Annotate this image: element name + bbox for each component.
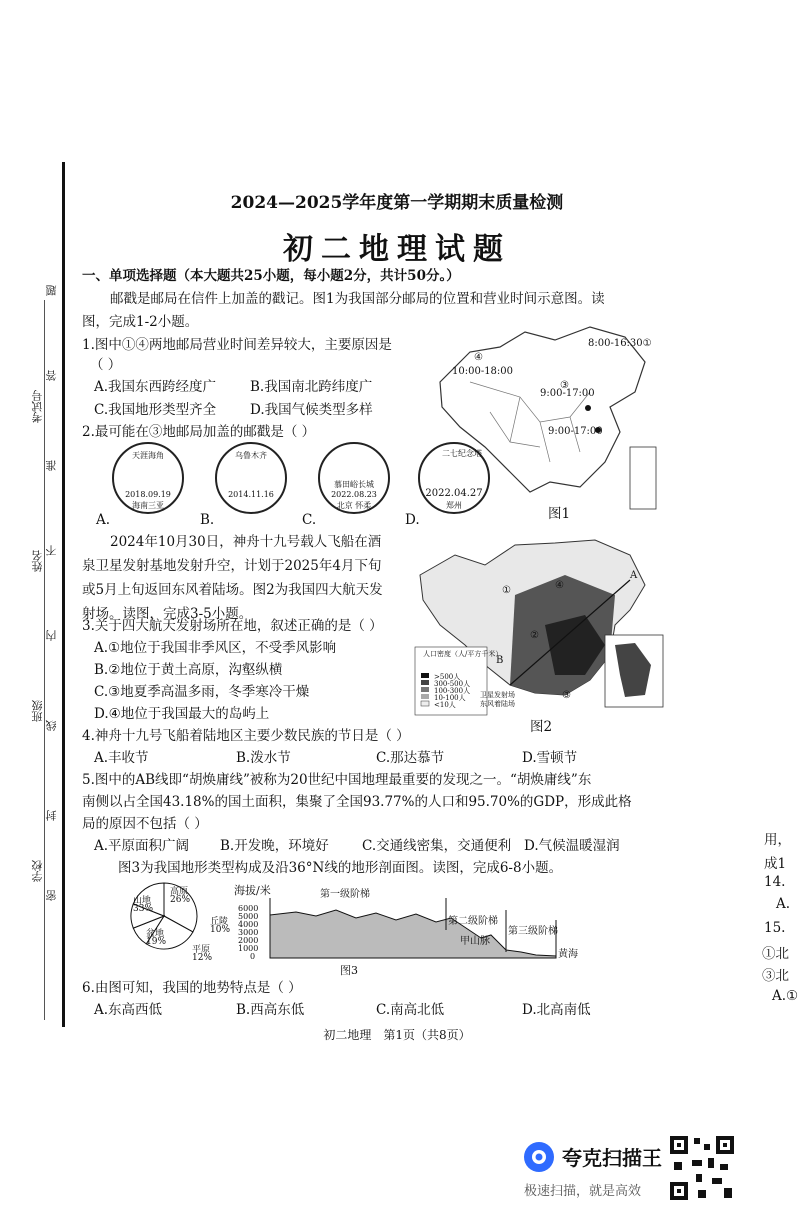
para2-line: 2024年10月30日，神舟十九号载人飞船在酒: [110, 534, 382, 550]
profile-ytick: 2000: [238, 936, 259, 945]
q2-stem: 2.最可能在③地邮局加盖的邮戳是（ ）: [82, 424, 316, 440]
q1-option-b: B.我国南北跨纬度广: [250, 379, 373, 395]
q6-option-c: C.南高北低: [376, 1002, 445, 1018]
q3-option-d: D.④地位于我国最大的岛屿上: [94, 706, 270, 722]
q1-option-d: D.我国气候类型多样: [250, 402, 373, 418]
map2-legend-title: 人口密度（人/平方千米）: [423, 650, 503, 658]
legend-item: >500人: [434, 673, 461, 681]
qr-code-icon: [668, 1134, 736, 1202]
legend-marker: 卫星发射场: [480, 691, 515, 699]
step-2: 第二级阶梯: [448, 916, 498, 927]
fig3-caption: 图3: [340, 964, 358, 977]
stamp-top: 慕田峪长城: [334, 480, 374, 489]
q2-label-c: C.: [302, 512, 317, 528]
para2-line: 或5月上旬返回东风着陆场。图2为我国四大航天发: [82, 582, 383, 598]
section-heading: 一、单项选择题（本大题共25小题，每小题2分，共计50分。）: [82, 268, 460, 284]
para2-line: 射场。读图，完成3-5小题。: [82, 606, 253, 622]
q5-option-a: A.平原面积广阔: [94, 838, 190, 854]
profile-ytick: 0: [250, 952, 256, 961]
stamp-bottom: 北京 怀柔: [336, 501, 372, 510]
pie-label: 山地: [133, 896, 152, 906]
exam-title: 2024—2025学年度第一学期期末质量检测: [230, 193, 564, 213]
scanner-logo-icon: [522, 1140, 556, 1174]
stamp-date: 2018.09.19: [125, 490, 171, 499]
map1-caption: 图1: [548, 506, 571, 522]
q6-option-b: B.西高东低: [236, 1002, 305, 1018]
edge-text: ③北: [762, 968, 789, 984]
q1-paren: （ ）: [90, 357, 122, 373]
edge-text: A.: [776, 896, 791, 912]
seal-char: 不: [45, 545, 58, 556]
q5-option-d: D.气候温暖湿润: [524, 838, 620, 854]
step-3: 第三级阶梯: [508, 926, 558, 937]
q2-label-d: D.: [405, 512, 420, 528]
seal-char: 密: [45, 890, 58, 901]
stamp-bottom: 海南三亚: [132, 501, 164, 510]
map2-point: ②: [530, 630, 539, 641]
edge-text: ①北: [762, 946, 789, 962]
map1-time-a: 9:00-17:00: [540, 388, 595, 399]
next-page-edge: [760, 826, 798, 1016]
map1-point-4: ④: [474, 352, 483, 363]
stamp-top: 乌鲁木齐: [235, 451, 267, 460]
q2-label-b: B.: [200, 512, 215, 528]
q5-option-b: B.开发晚，环境好: [220, 838, 329, 854]
map2-point: B: [496, 655, 504, 666]
answer-line: [44, 300, 46, 1020]
q5-option-c: C.交通线密集，交通便利: [362, 838, 512, 854]
pie-label: 丘陵: [210, 917, 229, 927]
seal-char: 题: [45, 285, 58, 296]
profile-ytick: 1000: [238, 944, 259, 953]
seal-char: 准: [45, 460, 58, 471]
intro-line: 图，完成1-2小题。: [82, 314, 199, 330]
map2-point: ④: [555, 580, 564, 591]
map1-time-1: 8:00-16:30①: [588, 338, 652, 349]
edge-text: 15.: [764, 920, 786, 936]
q6-option-a: A.东高西低: [94, 1002, 163, 1018]
q3-option-b: B.②地位于黄土高原，沟壑纵横: [94, 662, 283, 678]
map1-china: [430, 322, 662, 522]
legend-marker: 东风着陆场: [480, 700, 515, 708]
pie-value: 19%: [146, 937, 167, 947]
q4-option-b: B.泼水节: [236, 750, 291, 766]
q1-option-a: A.我国东西跨经度广: [94, 379, 217, 395]
q4-option-a: A.丰收节: [94, 750, 149, 766]
legend-item: 100-300人: [434, 687, 471, 695]
profile-ytick: 5000: [238, 912, 259, 921]
stamp-date: 2022.08.23: [331, 490, 377, 499]
q6-stem: 6.由图可知，我国的地势特点是（ ）: [82, 980, 302, 996]
name-label: 姓名: [31, 550, 44, 572]
pie-value: 26%: [170, 895, 191, 905]
step-1: 第一级阶梯: [320, 889, 370, 900]
q5-line: 南侧以占全国43.18%的国土面积，集聚了全国93.77%的人口和95.70%的GDP，形成此格: [82, 794, 632, 810]
q6-option-d: D.北高南低: [522, 1002, 591, 1018]
pie-value: 10%: [210, 925, 231, 935]
fig3-intro: 图3为我国地形类型构成及沿36°N线的地形剖面图。读图，完成6-8小题。: [118, 860, 563, 876]
seal-char: 封: [45, 810, 58, 821]
q4-option-c: C.那达慕节: [376, 750, 445, 766]
q2-label-a: A.: [96, 512, 111, 528]
q4-stem: 4.神舟十九号飞船着陆地区主要少数民族的节日是（ ）: [82, 728, 410, 744]
pie-label: 盆地: [146, 929, 165, 939]
map2-point: A: [630, 570, 638, 581]
stamp-b: [215, 442, 287, 514]
scanner-brand: 夸克扫描王: [562, 1146, 662, 1170]
map1-time-b: 9:00-17:00: [548, 426, 603, 437]
profile-ylabel: 海拔/米: [234, 884, 271, 897]
stamp-a: [112, 442, 184, 514]
class-label: 班级: [31, 700, 44, 722]
yellow-sea: 黄海: [558, 949, 578, 960]
stamp-bottom: 郑州: [446, 501, 462, 510]
stamp-top: 二七纪念塔: [442, 449, 482, 458]
q3-option-a: A.①地位于我国非季风区，不受季风影响: [94, 640, 337, 656]
pie-value: 33%: [133, 904, 154, 914]
edge-text: 用，: [764, 832, 791, 848]
stamp-date: 2014.11.16: [228, 490, 274, 499]
exam-number-label: 考试号: [31, 390, 44, 423]
q5-line: 局的原因不包括（ ）: [82, 816, 208, 832]
profile-ytick: 3000: [238, 928, 259, 937]
map1-point-3: ③: [560, 380, 569, 391]
school-label: 学校: [31, 860, 44, 882]
seal-char: 线: [45, 720, 58, 731]
map2-caption: 图2: [530, 719, 553, 735]
pie-label: 高原: [170, 887, 189, 897]
subject-title: 初二地理试题: [283, 232, 511, 267]
legend-item: <10人: [434, 701, 456, 709]
pie-value: 12%: [192, 953, 213, 963]
edge-text: 成1: [764, 856, 787, 872]
para2-line: 泉卫星发射基地发射升空，计划于2025年4月下旬: [82, 558, 382, 574]
intro-line: 邮戳是邮局在信件上加盖的戳记。图1为我国部分邮局的位置和营业时间示意图。读: [110, 291, 605, 307]
edge-text: A.①: [772, 988, 798, 1004]
stamp-c: [318, 442, 390, 514]
stamp-date: 2022.04.27: [425, 488, 483, 499]
q1-stem: 1.图中①④两地邮局营业时间差异较大，主要原因是: [82, 337, 392, 353]
profile-ytick: 6000: [238, 904, 259, 913]
profile-ytick: 4000: [238, 920, 259, 929]
edge-text: 14.: [764, 874, 786, 890]
pie-label: 平原: [192, 945, 211, 955]
stamp-top: 天涯海角: [132, 451, 164, 460]
q1-option-c: C.我国地形类型齐全: [94, 402, 217, 418]
q3-option-c: C.③地夏季高温多雨，冬季寒冷干燥: [94, 684, 310, 700]
seal-char: 答: [45, 370, 58, 381]
legend-item: 300-500人: [434, 680, 471, 688]
mountain-jia: 甲山脉: [460, 936, 490, 947]
legend-item: 10-100人: [434, 694, 466, 702]
q5-line: 5.图中的AB线即“胡焕庸线”被称为20世纪中国地理最重要的发现之一。“胡焕庸线”东: [82, 772, 592, 788]
scanner-slogan: 极速扫描，就是高效: [524, 1184, 642, 1199]
binding-line: [62, 162, 65, 1027]
q4-option-d: D.雪顿节: [522, 750, 578, 766]
map1-time-4: 10:00-18:00: [452, 366, 514, 377]
map2-point: ①: [502, 585, 511, 596]
seal-char: 内: [45, 630, 58, 641]
map2-point: ③: [562, 690, 571, 701]
page-footer: 初二地理 第1页（共8页）: [323, 1028, 471, 1042]
q3-stem: 3.关于四大航天发射场所在地，叙述正确的是（ ）: [82, 618, 383, 634]
